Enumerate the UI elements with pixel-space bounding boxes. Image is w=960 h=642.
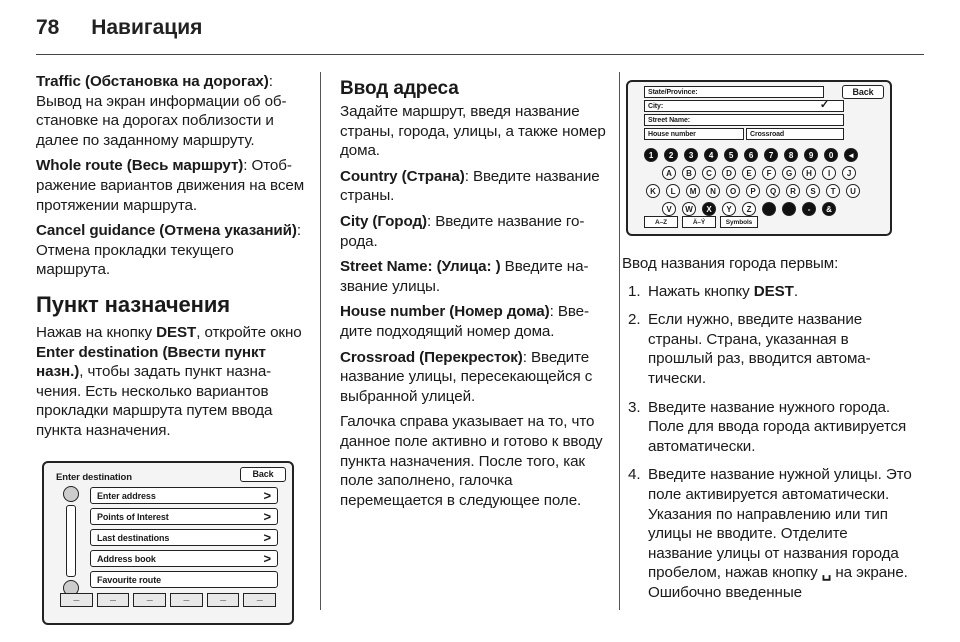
column-1 xyxy=(36,72,306,629)
address-screen xyxy=(626,80,892,236)
key-row2-9[interactable]: J xyxy=(842,166,856,180)
back-button[interactable]: Back xyxy=(240,467,286,482)
softkey[interactable]: — xyxy=(60,593,93,607)
key-row3-10[interactable]: U xyxy=(846,184,860,198)
address-entry-figure xyxy=(622,80,892,240)
key-row1-4[interactable]: 5 xyxy=(724,148,738,162)
key-row2-3[interactable]: D xyxy=(722,166,736,180)
step-text: на экране. Ошибочно введенные xyxy=(648,564,908,601)
city-first-intro: Ввод названия города первым: xyxy=(622,255,839,272)
chevron-right-icon: > xyxy=(263,487,271,503)
key-row1-3[interactable]: 4 xyxy=(704,148,718,162)
menu-label: Favourite route xyxy=(97,574,162,585)
address-intro: Задайте маршрут, введя название страны, города, улицы, а также номер дома. xyxy=(340,103,606,160)
whole-route-term: Whole route (Весь маршрут) xyxy=(36,157,244,175)
street-term: Street Name: (Улица: ) xyxy=(340,258,501,276)
step-number: 3. xyxy=(628,398,641,416)
mode-button-accented[interactable]: Ä–Ý xyxy=(682,216,716,228)
step-text: . xyxy=(793,282,798,300)
key-row4-7[interactable]: - xyxy=(802,202,816,216)
screen-title: Enter destination xyxy=(56,471,132,483)
steps-list xyxy=(622,282,912,603)
street-field[interactable]: Street Name: xyxy=(644,114,844,126)
space-key-icon: ␣ xyxy=(821,564,832,582)
key-row3-1[interactable]: L xyxy=(666,184,680,198)
city-term: City (Город) xyxy=(340,212,427,230)
key-row3-0[interactable]: K xyxy=(646,184,660,198)
key-row3-5[interactable]: P xyxy=(746,184,760,198)
crossroad-text: : Введите название улицы, пересекающейся с выбранной улицей. xyxy=(340,348,593,405)
house-field[interactable]: House number xyxy=(644,128,744,140)
destination-screen xyxy=(42,461,294,625)
dest-text-b: , откройте окно xyxy=(196,323,302,341)
column-divider-1 xyxy=(320,72,321,610)
back-button[interactable]: Back xyxy=(842,85,884,99)
menu-label: Address book xyxy=(97,553,156,564)
destination-heading: Пункт назначения xyxy=(36,291,230,317)
step-4 xyxy=(622,465,912,602)
mode-button-a-z[interactable]: A–Z xyxy=(644,216,678,228)
menu-address-book[interactable] xyxy=(90,550,278,567)
chevron-right-icon: > xyxy=(263,550,271,566)
crossroad-field[interactable]: Crossroad xyxy=(746,128,844,140)
key-row2-6[interactable]: G xyxy=(782,166,796,180)
key-row4-2[interactable]: X xyxy=(702,202,716,216)
softkey[interactable]: — xyxy=(243,593,276,607)
traffic-paragraph xyxy=(36,72,306,150)
key-row4-8[interactable]: & xyxy=(822,202,836,216)
dest-text-c: , чтобы задать пункт назначения. Есть несколько вариантов прокладки маршрута путем ввода пункта назначения. xyxy=(36,363,273,439)
key-row3-4[interactable]: O xyxy=(726,184,740,198)
house-term: House number (Номер дома) xyxy=(340,303,550,321)
column-2 xyxy=(340,78,608,516)
key-row2-0[interactable]: A xyxy=(662,166,676,180)
key-row2-5[interactable]: F xyxy=(762,166,776,180)
step-text: Если нужно, введите название страны. Страна, указанная в прошлый раз, вводится автоматически. xyxy=(648,311,871,387)
chevron-right-icon: > xyxy=(263,529,271,545)
key-row1-7[interactable]: 8 xyxy=(784,148,798,162)
key-row4-6[interactable] xyxy=(782,202,796,216)
checkmark-paragraph: Галочка справа указывает на то, что данное поле активно и готово к вводу пункта назначения. После того, как поле заполнено, галочка перемещается в следующее поле. xyxy=(340,413,603,509)
key-row2-2[interactable]: C xyxy=(702,166,716,180)
section-title: Навигация xyxy=(91,16,203,39)
country-text: : Введите название страны. xyxy=(340,167,600,205)
street-paragraph xyxy=(340,257,608,296)
softkey[interactable]: — xyxy=(207,593,240,607)
step-3 xyxy=(622,398,912,457)
key-row1-5[interactable]: 6 xyxy=(744,148,758,162)
menu-last-destinations[interactable] xyxy=(90,529,278,546)
house-text: : Введите подходящий номер дома. xyxy=(340,303,590,340)
whole-route-text: : Отображение вариантов движения на всем протяжении маршрута. xyxy=(36,157,305,214)
traffic-text: : Вывод на экран информации об обстановке на дорогах поблизости и далее по заданному маршруту. xyxy=(36,73,287,149)
key-row3-2[interactable]: M xyxy=(686,184,700,198)
softkey[interactable]: — xyxy=(170,593,203,607)
enter-destination-figure xyxy=(36,457,298,629)
check-icon: ✓ xyxy=(819,99,829,111)
step-number: 4. xyxy=(628,466,641,484)
menu-label: Points of Interest xyxy=(97,511,169,522)
step-2 xyxy=(622,310,912,388)
key-row2-7[interactable]: H xyxy=(802,166,816,180)
menu-label: Enter address xyxy=(97,490,156,501)
enter-destination-name: Enter destination (Ввести пункт назн.) xyxy=(36,343,266,381)
key-row4-0[interactable]: V xyxy=(662,202,676,216)
address-heading: Ввод адреса xyxy=(340,78,459,99)
key-row1-8[interactable]: 9 xyxy=(804,148,818,162)
traffic-term: Traffic (Обстановка на дорогах) xyxy=(36,73,269,90)
cancel-guidance-text: : Отмена прокладки текущего маршрута. xyxy=(36,222,301,279)
key-row3-9[interactable]: T xyxy=(826,184,840,198)
dest-button-name: DEST xyxy=(753,282,794,300)
scroll-up-icon[interactable] xyxy=(63,486,79,502)
key-row2-8[interactable]: I xyxy=(822,166,836,180)
key-row3-7[interactable]: R xyxy=(786,184,800,198)
state-field[interactable]: State/Province: xyxy=(644,86,824,98)
mode-button-symbols[interactable]: Symbols xyxy=(720,216,758,228)
step-number: 2. xyxy=(628,311,641,329)
key-row4-4[interactable]: Z xyxy=(742,202,756,216)
key-row2-4[interactable]: E xyxy=(742,166,756,180)
softkey[interactable]: — xyxy=(97,593,130,607)
cancel-guidance-paragraph xyxy=(36,221,306,280)
column-divider-2 xyxy=(619,72,620,610)
page-header xyxy=(36,16,202,40)
key-row1-2[interactable]: 3 xyxy=(684,148,698,162)
menu-favourite-route[interactable] xyxy=(90,571,278,588)
key-row1-6[interactable]: 7 xyxy=(764,148,778,162)
key-row4-1[interactable]: W xyxy=(682,202,696,216)
key-row2-1[interactable]: B xyxy=(682,166,696,180)
key-row1-1[interactable]: 2 xyxy=(664,148,678,162)
step-number: 1. xyxy=(628,282,641,300)
scrollbar[interactable] xyxy=(66,505,76,577)
header-rule xyxy=(36,54,924,55)
country-term: Country (Страна) xyxy=(340,167,465,185)
chevron-right-icon: > xyxy=(263,508,271,524)
key-row4-5[interactable] xyxy=(762,202,776,216)
destination-paragraph xyxy=(36,323,306,441)
step-text: Нажать кнопку xyxy=(648,282,754,300)
menu-points-of-interest[interactable] xyxy=(90,508,278,525)
key-row3-3[interactable]: N xyxy=(706,184,720,198)
key-row1-10[interactable]: ◄ xyxy=(844,148,858,162)
step-text: Введите название нужной улицы. Это поле активируется автоматически. Указания по направлению или тип улицы не вводите. Отделите название улицы от названия города пробелом, нажав кнопку xyxy=(648,466,912,582)
dest-text-a: Нажав на кнопку xyxy=(36,323,157,341)
step-text: Введите название нужного города. Поле для ввода города активируется автоматически. xyxy=(648,398,907,455)
key-row4-3[interactable]: Y xyxy=(722,202,736,216)
street-text: Введите название улицы. xyxy=(340,258,589,295)
key-row3-6[interactable]: Q xyxy=(766,184,780,198)
key-row3-8[interactable]: S xyxy=(806,184,820,198)
key-row1-9[interactable]: 0 xyxy=(824,148,838,162)
cancel-guidance-term: Cancel guidance (Отмена указаний) xyxy=(36,222,297,240)
softkey-row xyxy=(60,593,276,607)
country-paragraph xyxy=(340,167,608,206)
menu-label: Last destinations xyxy=(97,532,170,543)
city-text: : Введите название города. xyxy=(340,212,585,250)
whole-route-paragraph xyxy=(36,156,306,215)
key-row1-0[interactable]: 1 xyxy=(644,148,658,162)
crossroad-term: Crossroad (Перекресток) xyxy=(340,348,523,366)
menu-enter-address[interactable] xyxy=(90,487,278,504)
dest-button-name: DEST xyxy=(156,323,197,341)
city-paragraph xyxy=(340,212,608,251)
page-number: 78 xyxy=(36,16,60,39)
step-1 xyxy=(622,282,912,302)
softkey[interactable]: — xyxy=(133,593,166,607)
house-paragraph xyxy=(340,302,608,341)
crossroad-paragraph xyxy=(340,348,608,407)
city-field[interactable] xyxy=(644,100,844,112)
city-label: City: xyxy=(648,103,664,110)
column-3 xyxy=(622,80,912,612)
